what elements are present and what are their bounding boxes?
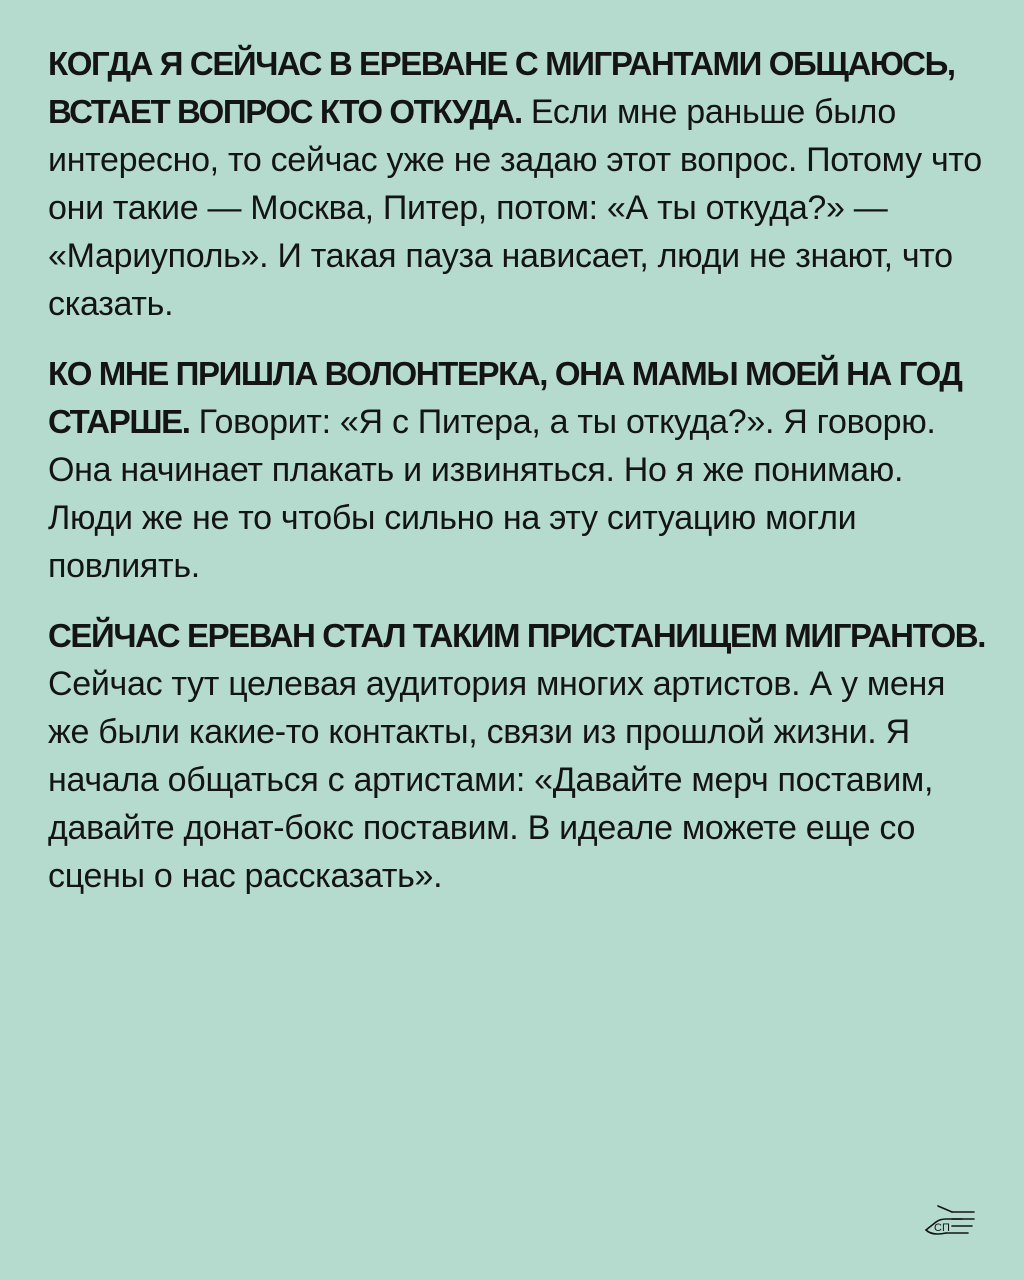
paragraph-1-lead: КОГДА Я СЕЙЧАС В ЕРЕВАНЕ С МИГРАНТАМИ ОБЩАЮСЬ, ВСТАЕТ ВОПРОС КТО ОТКУДА. [48, 45, 955, 130]
paragraph-3-lead: СЕЙЧАС ЕРЕВАН СТАЛ ТАКИМ ПРИСТАНИЩЕМ МИГРАНТОВ. [48, 617, 985, 654]
paragraph-3 [48, 612, 988, 900]
paragraph-1-body: Если мне раньше было интересно, то сейчас уже не задаю этот вопрос. Потому что они такие — Москва, Питер, потом: «А ты откуда?» — «Мариуполь». И такая пауза нависает, люди не знают, что сказать. [48, 93, 982, 323]
logo-text: СП [934, 1222, 950, 1234]
paragraph-2-lead: КО МНЕ ПРИШЛА ВОЛОНТЕРКА, ОНА МАМЫ МОЕЙ НА ГОД СТАРШЕ. [48, 355, 962, 440]
paragraph-3-body: Сейчас тут целевая аудитория многих артистов. А у меня же были какие-то контакты, связи из прошлой жизни. Я начала общаться с артистами: «Давайте мерч поставим, давайте донат-бокс поставим. В идеале можете еще со сцены о нас рассказать». [48, 665, 946, 895]
article-body [48, 40, 988, 922]
hand-logo-icon [922, 1200, 978, 1240]
paragraph-2 [48, 350, 988, 590]
paragraph-1 [48, 40, 988, 328]
paragraph-2-body: Говорит: «Я с Питера, а ты откуда?». Я говорю. Она начинает плакать и извиняться. Но я же понимаю. Люди же не то чтобы сильно на эту ситуацию могли повлиять. [48, 403, 936, 585]
hand-logo-svg [922, 1200, 978, 1240]
